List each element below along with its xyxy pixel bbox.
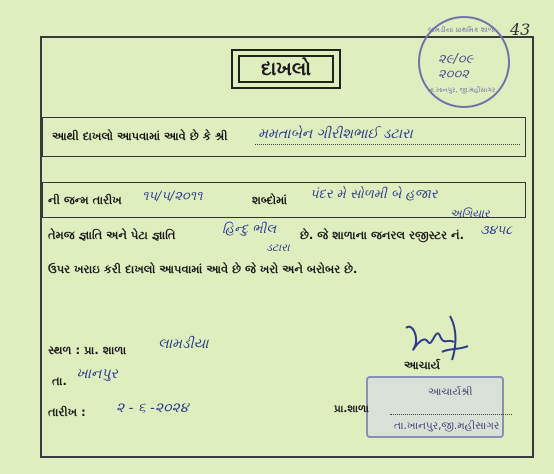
register-number: ૩૪૫૮: [480, 223, 513, 238]
dob-label: ની જન્મ તારીખ: [48, 193, 122, 207]
round-school-stamp: [418, 16, 510, 108]
stamp-rect-line2: પ્રા.શાળા: [334, 403, 369, 415]
dob-words-extra: અગિયાર: [450, 207, 490, 220]
dob-words: પંદર મે સોળમી બે હજાર: [310, 187, 438, 202]
taluka-value: ખાનપુર: [76, 366, 118, 382]
caste-label: તેમજ જ્ઞાતિ અને પેટા જ્ઞાતિ: [48, 228, 176, 242]
certificate-title: દાખલો: [238, 55, 334, 83]
name-underline: [255, 144, 520, 145]
student-name: મમતાબેન ગીરીશભાઈ ડટારા: [258, 126, 413, 142]
stamp-handwritten-text: ૨૯/૦૯ ૨૦૦૨: [438, 52, 474, 82]
corner-mark: 43: [510, 20, 531, 39]
line1-label: આથી દાખલો આપવામાં આવે છે કે શ્રી: [52, 129, 228, 143]
dob-words-label: શબ્દોમાં: [252, 193, 288, 207]
principal-label: આચાર્ય: [404, 358, 441, 372]
place-label: સ્થળ : પ્રા. શાળા: [48, 343, 127, 357]
stamp-rect-line3: તા.ખાનપુર,જી.મહીસાગર: [394, 420, 500, 432]
school-name-dots: [390, 414, 512, 415]
verification-text: ઉપર ખરાઇ કરી દાખલો આપવામાં આવે છે જે ખરો અને બરોબર છે.: [48, 262, 358, 276]
place-value: લામડીયા: [158, 336, 209, 352]
register-label: છે. જે શાળાના જનરલ રજીસ્ટર નં.: [300, 228, 464, 242]
stamp-rect-line1: આચાર્યશ્રી: [428, 386, 473, 398]
date-label: તારીખ :: [48, 405, 86, 419]
stamp-bottom-text: તા.ખાનપુર, જી.મહીસાગર: [428, 86, 496, 94]
dob-value: ૧૫/૫/૨૦૧૧: [142, 189, 203, 204]
date-value: ૨ - ૬ -૨૦૨૪: [116, 400, 189, 416]
caste-value: હિન્દુ ભીલ: [222, 222, 277, 237]
stamp-top-text: લામડીયા પ્રાથમિક શાળા: [428, 26, 496, 34]
taluka-label: તા.: [52, 374, 67, 388]
sub-caste-value: ડટારા: [266, 241, 290, 254]
